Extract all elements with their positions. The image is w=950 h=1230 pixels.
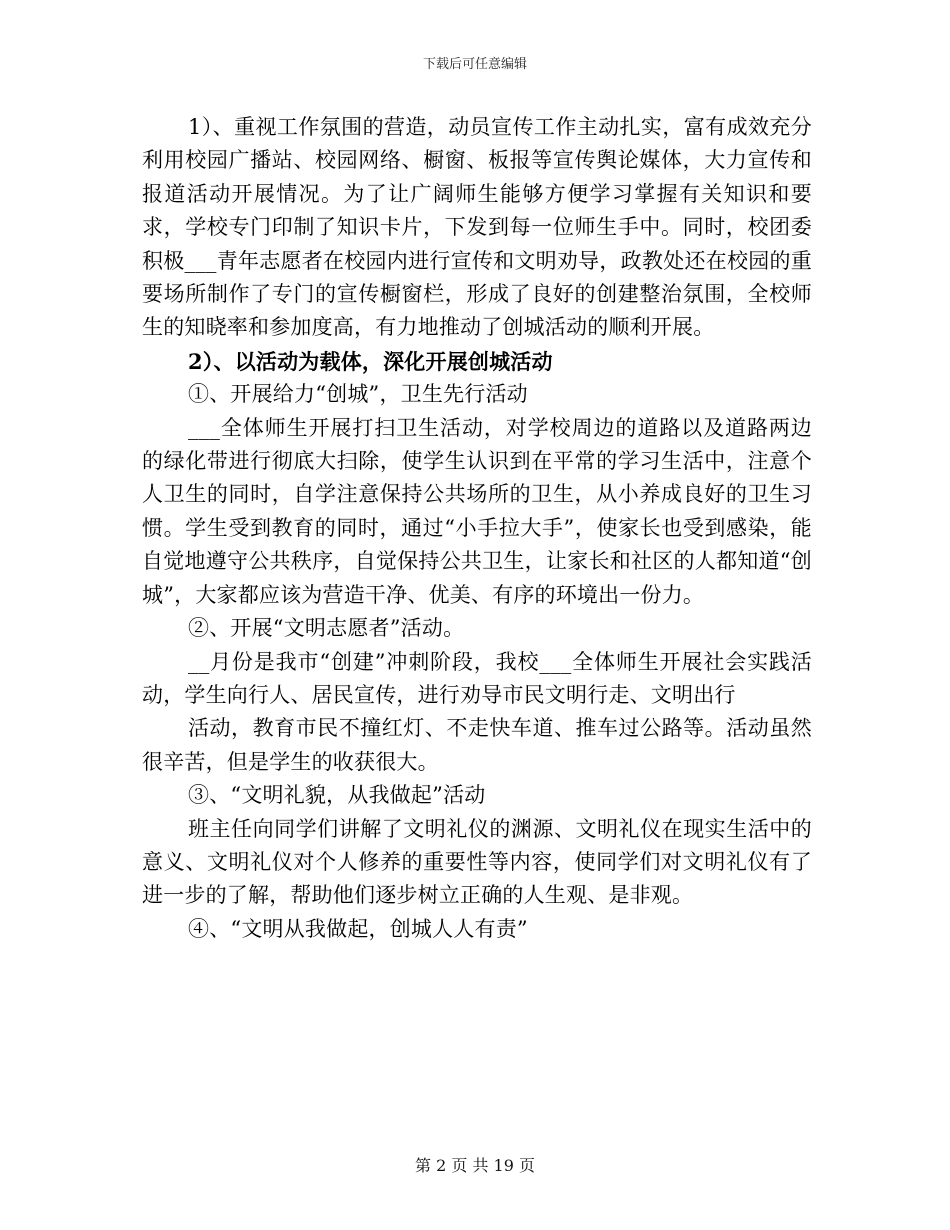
paragraph-3: __月份是我市“创建”冲刺阶段，我校___全体师生开展社会实践活动，学生向行人、居民宣传，进行劝导市民文明行走、文明出行 <box>142 649 812 707</box>
page-footer: 第 2 页 共 19 页 <box>415 1156 535 1175</box>
paragraph-5: 班主任向同学们讲解了文明礼仪的渊源、文明礼仪在现实生活中的意义、文明礼仪对个人修养的重要性等内容，使同学们对文明礼仪有了进一步的了解，帮助他们逐步树立正确的人生观、是非观。 <box>142 816 812 908</box>
paragraph-1: 1）、重视工作氛围的营造，动员宣传工作主动扎实，富有成效充分利用校园广播站、校园网络、橱窗、板报等宣传舆论媒体，大力宣传和报道活动开展情况。为了让广阔师生能够方便学习掌握有关知识和要求，学校专门印制了知识卡片，下发到每一位师生手中。同时，校团委积极___青年志愿者在校园内进行宣传和文明劝导，政教处还在校园的重要场所制作了专门的宣传橱窗栏，形成了良好的创建整治氛围，全校师生的知晓率和参加度高，有力地推动了创城活动的顺利开展。 <box>142 115 812 340</box>
subheading-3: ③、“文明礼貌，从我做起”活动 <box>188 783 486 808</box>
section-heading-2: 2）、以活动为载体，深化开展创城活动 <box>188 348 553 374</box>
subheading-2: ②、开展“文明志愿者”活动。 <box>188 616 465 641</box>
subheading-4: ④、“文明从我做起，创城人人有责” <box>188 916 528 941</box>
page-header: 下载后可任意编辑 <box>422 57 527 72</box>
paragraph-4: 活动，教育市民不撞红灯、不走快车道、推车过公路等。活动虽然很辛苦，但是学生的收获很大。 <box>142 716 812 774</box>
paragraph-2: ___全体师生开展打扫卫生活动，对学校周边的道路以及道路两边的绿化带进行彻底大扫除，使学生认识到在平常的学习生活中，注意个人卫生的同时，自学注意保持公共场所的卫生，从小养成良好的卫生习惯。学生受到教育的同时，通过“小手拉大手”，使家长也受到感染，能自觉地遵守公共秩序，自觉保持公共卫生，让家长和社区的人都知道“创城”，大家都应该为营造干净、优美、有序的环境出一份力。 <box>142 415 812 607</box>
document-body <box>142 111 812 946</box>
subheading-1: ①、开展给力“创城”，卫生先行活动 <box>188 382 528 407</box>
